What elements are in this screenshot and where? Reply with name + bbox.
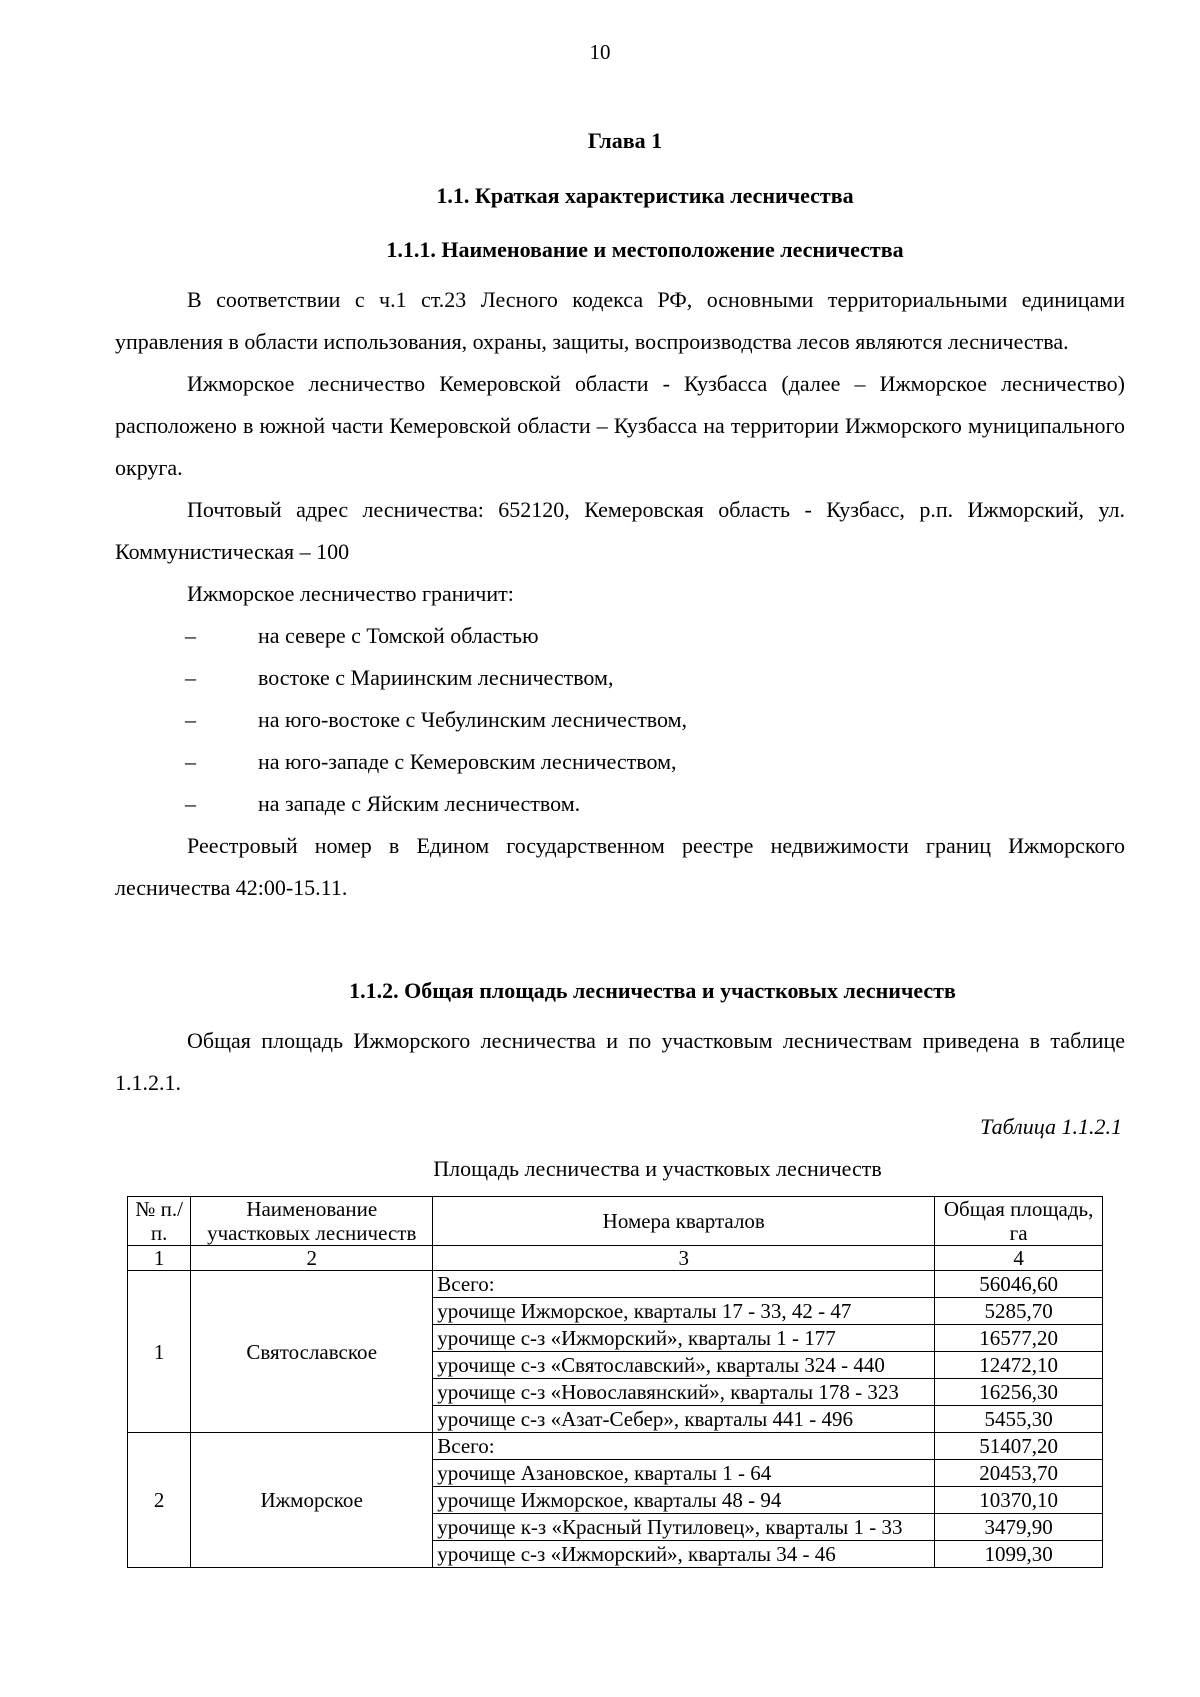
group-num: 2 <box>128 1433 191 1568</box>
table-column-number-row <box>128 1246 1103 1271</box>
group-name: Святославское <box>191 1271 433 1433</box>
group-name: Ижморское <box>191 1433 433 1568</box>
header-name: Наименование участковых лесничеств <box>191 1197 433 1246</box>
paragraph-location: Ижморское лесничество Кемеровской области - Кузбасса (далее – Ижморское лесничество) расположено в южной части Кемеровской области – Кузбасса на территории Ижморского муниципального округа. <box>115 371 1125 480</box>
quarters-cell: урочище с-з «Святославский», кварталы 324 - 440 <box>433 1352 935 1379</box>
area-cell: 10370,10 <box>935 1487 1103 1514</box>
quarters-cell: урочище к-з «Красный Путиловец», кварталы 1 - 33 <box>433 1514 935 1541</box>
list-item: – на юго-западе с Кемеровским лесничеством, <box>115 741 1125 783</box>
area-cell: 1099,30 <box>935 1541 1103 1568</box>
body-text-section-1-1-1 <box>115 279 1125 909</box>
table-title: Площадь лесничества и участковых лесничеств <box>433 1156 882 1181</box>
paragraph-borders-intro: Ижморское лесничество граничит: <box>187 581 514 606</box>
list-item: – на севере с Томской областью <box>115 615 1125 657</box>
area-cell: 5455,30 <box>935 1406 1103 1433</box>
header-area: Общая площадь, га <box>935 1197 1103 1246</box>
group-num: 1 <box>128 1271 191 1433</box>
area-cell: 12472,10 <box>935 1352 1103 1379</box>
total-label: Всего: <box>433 1271 935 1298</box>
total-value: 56046,60 <box>935 1271 1103 1298</box>
table-header-row <box>128 1197 1103 1246</box>
list-item: – востоке с Мариинским лесничеством, <box>115 657 1125 699</box>
list-item: – на западе с Яйским лесничеством. <box>115 783 1125 825</box>
list-item: – на юго-востоке с Чебулинским лесничеством, <box>115 699 1125 741</box>
header-quarters: Номера кварталов <box>433 1197 935 1246</box>
area-cell: 5285,70 <box>935 1298 1103 1325</box>
quarters-cell: урочище с-з «Ижморский», кварталы 1 - 177 <box>433 1325 935 1352</box>
quarters-cell: урочище Ижморское, кварталы 48 - 94 <box>433 1487 935 1514</box>
forest-area-table <box>127 1196 1103 1568</box>
quarters-cell: урочище Ижморское, кварталы 17 - 33, 42 - 47 <box>433 1298 935 1325</box>
borders-list <box>115 615 1125 825</box>
quarters-cell: урочище Азановское, кварталы 1 - 64 <box>433 1460 935 1487</box>
table-label: Таблица 1.1.2.1 <box>980 1114 1122 1139</box>
chapter-heading: Глава 1 <box>587 128 663 153</box>
area-cell: 3479,90 <box>935 1514 1103 1541</box>
header-num: № п./п. <box>128 1197 191 1246</box>
paragraph-territorial-units: В соответствии с ч.1 ст.23 Лесного кодекса РФ, основными территориальными единицами управления в области использования, охраны, защиты, воспроизводства лесов являются лесничества. <box>115 287 1125 354</box>
list-dash: – <box>185 791 196 816</box>
total-value: 51407,20 <box>935 1433 1103 1460</box>
area-cell: 16577,20 <box>935 1325 1103 1352</box>
list-dash: – <box>185 749 196 774</box>
column-number: 1 <box>128 1246 191 1271</box>
table-row <box>128 1271 1103 1298</box>
quarters-cell: урочище с-з «Новославянский», кварталы 178 - 323 <box>433 1379 935 1406</box>
quarters-cell: урочище с-з «Ижморский», кварталы 34 - 46 <box>433 1541 935 1568</box>
column-number: 3 <box>433 1246 935 1271</box>
table-row <box>128 1433 1103 1460</box>
column-number: 2 <box>191 1246 433 1271</box>
column-number: 4 <box>935 1246 1103 1271</box>
paragraph-postal-address: Почтовый адрес лесничества: 652120, Кемеровская область - Кузбасс, р.п. Ижморский, ул. Коммунистическая – 100 <box>115 497 1125 564</box>
paragraph-table-reference: Общая площадь Ижморского лесничества и по участковым лесничествам приведена в таблице 1.1.2.1. <box>115 1028 1125 1095</box>
paragraph-registry-number: Реестровый номер в Едином государственном реестре недвижимости границ Ижморского лесничества 42:00-15.11. <box>115 833 1125 900</box>
list-dash: – <box>185 665 196 690</box>
section-heading-1-1: 1.1. Краткая характеристика лесничества <box>436 183 854 208</box>
area-cell: 20453,70 <box>935 1460 1103 1487</box>
list-dash: – <box>185 623 196 648</box>
page-number: 10 <box>589 40 611 64</box>
list-dash: – <box>185 707 196 732</box>
body-text-section-1-1-2 <box>115 1020 1125 1104</box>
section-heading-1-1-1: 1.1.1. Наименование и местоположение лесничества <box>386 237 904 262</box>
total-label: Всего: <box>433 1433 935 1460</box>
quarters-cell: урочище с-з «Азат-Себер», кварталы 441 - 496 <box>433 1406 935 1433</box>
area-cell: 16256,30 <box>935 1379 1103 1406</box>
section-heading-1-1-2: 1.1.2. Общая площадь лесничества и участковых лесничеств <box>349 978 956 1003</box>
